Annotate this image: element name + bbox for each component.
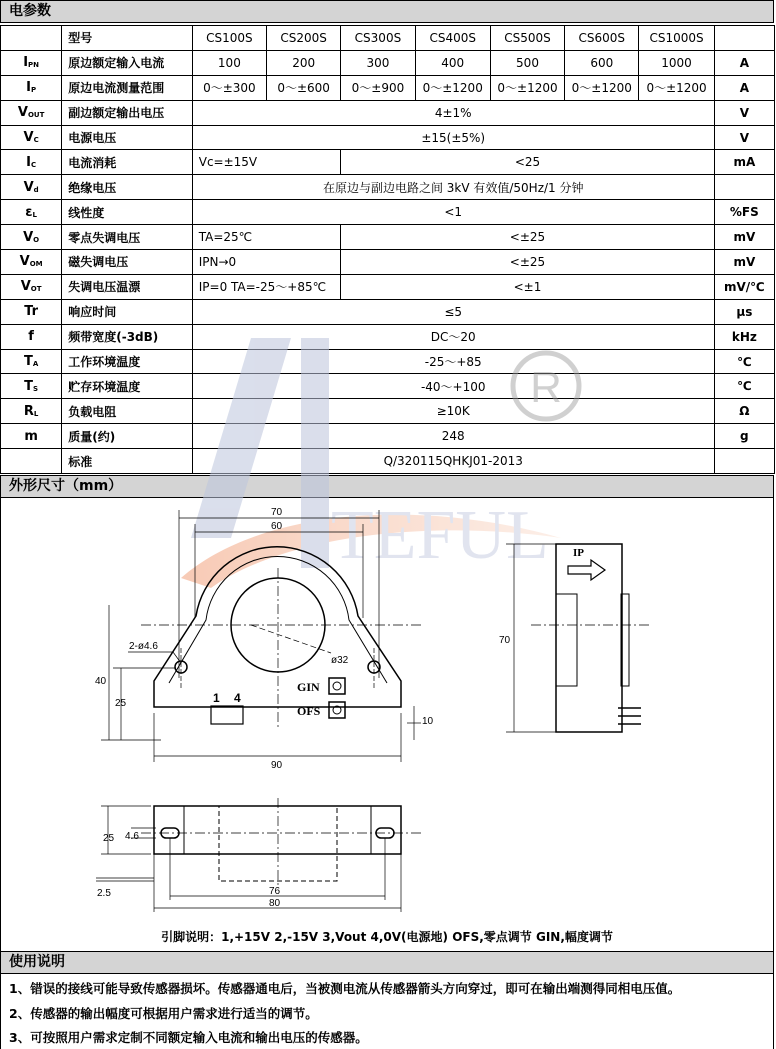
- parameter-table: [0, 25, 775, 474]
- param-symbol: [1, 374, 62, 399]
- model-cell: CS600S: [565, 26, 639, 51]
- param-value: 600: [565, 50, 639, 75]
- bottom-dim-lines: [96, 798, 421, 912]
- symbol-subscript: A: [32, 360, 39, 369]
- param-symbol: [1, 225, 62, 250]
- symbol-main: I: [23, 55, 29, 71]
- header-model-label: 型号: [62, 26, 193, 51]
- svg-text:4: 4: [234, 691, 241, 705]
- table-row: [1, 374, 775, 399]
- symbol-subscript: C: [30, 160, 37, 169]
- param-name: 标准: [62, 449, 193, 474]
- param-symbol: [1, 250, 62, 275]
- param-name: 零点失调电压: [62, 225, 193, 250]
- svg-text:OFS: OFS: [297, 704, 321, 718]
- param-unit: ℃: [714, 349, 774, 374]
- svg-text:60: 60: [271, 521, 283, 532]
- usage-notes: [0, 973, 774, 1049]
- param-symbol: [1, 349, 62, 374]
- param-value: 500: [490, 50, 564, 75]
- param-symbol: [1, 449, 62, 474]
- symbol-subscript: L: [32, 210, 37, 219]
- svg-text:80: 80: [269, 898, 281, 909]
- symbol-main: V: [20, 279, 31, 295]
- symbol-main: I: [26, 80, 31, 96]
- param-value: 0～±1200: [639, 75, 714, 100]
- bottom-dim-labels: [97, 831, 281, 909]
- param-unit: A: [714, 50, 774, 75]
- param-value: 0～±1200: [415, 75, 490, 100]
- param-symbol: [1, 424, 62, 449]
- param-name: 线性度: [62, 200, 193, 225]
- param-name: 失调电压温漂: [62, 274, 193, 299]
- param-value: ≥10K: [192, 399, 714, 424]
- table-row: [1, 150, 775, 175]
- model-cell: CS200S: [267, 26, 341, 51]
- param-value: -25～+85: [192, 349, 714, 374]
- param-unit: Ω: [714, 399, 774, 424]
- svg-text:90: 90: [271, 760, 283, 771]
- table-row: [1, 399, 775, 424]
- param-unit: ℃: [714, 374, 774, 399]
- symbol-main: Tr: [24, 304, 39, 320]
- model-cell: CS400S: [415, 26, 490, 51]
- param-value: Q/320115QHKJ01-2013: [192, 449, 714, 474]
- param-unit: kHz: [714, 324, 774, 349]
- param-name: 工作环境温度: [62, 349, 193, 374]
- param-symbol: [1, 399, 62, 424]
- param-name: 贮存环境温度: [62, 374, 193, 399]
- table-row: [1, 324, 775, 349]
- usage-note-2: 2、传感器的输出幅度可根据用户需求进行适当的调节。: [9, 1006, 318, 1021]
- param-unit: mV/℃: [714, 274, 774, 299]
- param-symbol: [1, 75, 62, 100]
- param-unit: mV: [714, 225, 774, 250]
- svg-text:1: 1: [213, 691, 220, 705]
- model-cell: CS1000S: [639, 26, 714, 51]
- param-symbol: [1, 200, 62, 225]
- param-value: 248: [192, 424, 714, 449]
- side-view: [556, 544, 641, 732]
- param-symbol: [1, 299, 62, 324]
- svg-text:10: 10: [422, 716, 434, 727]
- symbol-main: V: [19, 254, 30, 270]
- table-row: [1, 424, 775, 449]
- brand-watermark-text: TEFUL: [331, 497, 549, 574]
- param-value: 0～±300: [192, 75, 266, 100]
- symbol-subscript: PN: [28, 61, 40, 70]
- param-symbol: [1, 100, 62, 125]
- table-row: [1, 250, 775, 275]
- param-unit: mV: [714, 250, 774, 275]
- param-value: 200: [267, 50, 341, 75]
- symbol-main: V: [23, 229, 34, 245]
- header-symbol-cell: [1, 26, 62, 51]
- param-value: 400: [415, 50, 490, 75]
- param-unit: %FS: [714, 200, 774, 225]
- symbol-subscript: S: [33, 384, 39, 393]
- svg-text:IP: IP: [573, 547, 584, 559]
- svg-text:25: 25: [103, 833, 115, 844]
- param-value: <±25: [341, 225, 714, 250]
- param-symbol: [1, 125, 62, 150]
- section-title-params: 电参数: [0, 0, 774, 23]
- param-name: 质量(约): [62, 424, 193, 449]
- symbol-main: m: [24, 428, 38, 444]
- param-name: 磁失调电压: [62, 250, 193, 275]
- param-unit: V: [714, 100, 774, 125]
- symbol-main: V: [23, 130, 34, 145]
- svg-text:GIN: GIN: [297, 680, 320, 694]
- symbol-subscript: L: [33, 409, 39, 418]
- svg-text:70: 70: [499, 635, 511, 646]
- model-cell: CS300S: [341, 26, 415, 51]
- symbol-main: R: [23, 403, 34, 419]
- param-value: <±25: [341, 250, 714, 275]
- table-row: [1, 125, 775, 150]
- param-value: <25: [341, 150, 714, 175]
- param-name: 原边电流测量范围: [62, 75, 193, 100]
- param-condition: IP=0 TA=-25～+85℃: [192, 274, 341, 299]
- param-symbol: [1, 175, 62, 200]
- param-name: 绝缘电压: [62, 175, 193, 200]
- param-name: 负载电阻: [62, 399, 193, 424]
- svg-text:2-ø4.6: 2-ø4.6: [129, 641, 158, 652]
- param-unit: μs: [714, 299, 774, 324]
- param-unit: V: [714, 125, 774, 150]
- param-value: DC～20: [192, 324, 714, 349]
- symbol-subscript: O: [33, 235, 40, 244]
- param-name: 副边额定输出电压: [62, 100, 193, 125]
- svg-text:2.5: 2.5: [97, 888, 111, 899]
- param-condition: Vc=±15V: [192, 150, 341, 175]
- svg-text:ø32: ø32: [331, 655, 349, 666]
- param-value: 100: [192, 50, 266, 75]
- table-row: [1, 50, 775, 75]
- symbol-subscript: d: [33, 185, 39, 194]
- param-name: 响应时间: [62, 299, 193, 324]
- pin-description: 引脚说明：1,+15V 2,-15V 3,Vout 4,0V(电源地) OFS,零点调节 GIN,幅度调节: [161, 930, 613, 944]
- param-name: 频带宽度(-3dB): [62, 324, 193, 349]
- section-title-usage: 使用说明: [0, 951, 774, 974]
- symbol-main: T: [23, 354, 33, 370]
- symbol-main: f: [28, 329, 34, 345]
- param-value: ≤5: [192, 299, 714, 324]
- symbol-subscript: OUT: [27, 111, 45, 120]
- param-value: <1: [192, 200, 714, 225]
- symbol-main: T: [24, 378, 34, 394]
- table-row: [1, 274, 775, 299]
- usage-note-1: 1、错误的接线可能导致传感器损坏。传感器通电后，当被测电流从传感器箭头方向穿过，即可在输出端测得同相电压值。: [9, 981, 681, 996]
- param-value: <±1: [341, 274, 714, 299]
- param-value: 0～±600: [267, 75, 341, 100]
- param-value: 0～±900: [341, 75, 415, 100]
- param-unit: mA: [714, 150, 774, 175]
- symbol-main: V: [17, 105, 28, 121]
- symbol-main: V: [23, 179, 34, 195]
- symbol-subscript: P: [30, 86, 37, 95]
- param-value: ±15(±5%): [192, 125, 714, 150]
- header-unit-cell: [714, 26, 774, 51]
- param-unit: g: [714, 424, 774, 449]
- param-unit: [714, 449, 774, 474]
- table-row: [1, 299, 775, 324]
- symbol-subscript: OM: [29, 260, 43, 269]
- section-title-outline: 外形尺寸（mm）: [0, 475, 774, 498]
- param-value: -40～+100: [192, 374, 714, 399]
- symbol-main: I: [26, 154, 31, 170]
- symbol-subscript: C: [33, 136, 39, 144]
- param-name: 电流消耗: [62, 150, 193, 175]
- svg-text:4.6: 4.6: [125, 831, 139, 842]
- param-condition: TA=25℃: [192, 225, 341, 250]
- param-unit: A: [714, 75, 774, 100]
- param-value: 4±1%: [192, 100, 714, 125]
- table-row: [1, 100, 775, 125]
- param-unit: [714, 175, 774, 200]
- param-value: 300: [341, 50, 415, 75]
- usage-note-3: 3、可按照用户需求定制不同额定输入电流和输出电压的传感器。: [9, 1030, 368, 1045]
- param-symbol: [1, 50, 62, 75]
- param-symbol: [1, 324, 62, 349]
- param-value: 在原边与副边电路之间 3kV 有效值/50Hz/1 分钟: [192, 175, 714, 200]
- table-row: [1, 225, 775, 250]
- svg-text:76: 76: [269, 886, 281, 897]
- model-cell: CS100S: [192, 26, 266, 51]
- param-name: 电源电压: [62, 125, 193, 150]
- param-condition: IPN→0: [192, 250, 341, 275]
- table-row: [1, 75, 775, 100]
- svg-text:40: 40: [95, 676, 107, 687]
- model-cell: CS500S: [490, 26, 564, 51]
- svg-text:R: R: [530, 363, 562, 412]
- bottom-view: [154, 806, 401, 881]
- table-row: [1, 349, 775, 374]
- param-symbol: [1, 274, 62, 299]
- param-value: 0～±1200: [490, 75, 564, 100]
- param-value: 0～±1200: [565, 75, 639, 100]
- svg-text:25: 25: [115, 698, 127, 709]
- table-header-row: [1, 26, 775, 51]
- param-symbol: [1, 150, 62, 175]
- symbol-subscript: OT: [30, 285, 42, 294]
- param-value: 1000: [639, 50, 714, 75]
- table-row: [1, 200, 775, 225]
- svg-text:70: 70: [271, 507, 283, 518]
- table-row: [1, 175, 775, 200]
- param-name: 原边额定输入电流: [62, 50, 193, 75]
- table-row: [1, 449, 775, 474]
- symbol-main: ε: [25, 204, 33, 220]
